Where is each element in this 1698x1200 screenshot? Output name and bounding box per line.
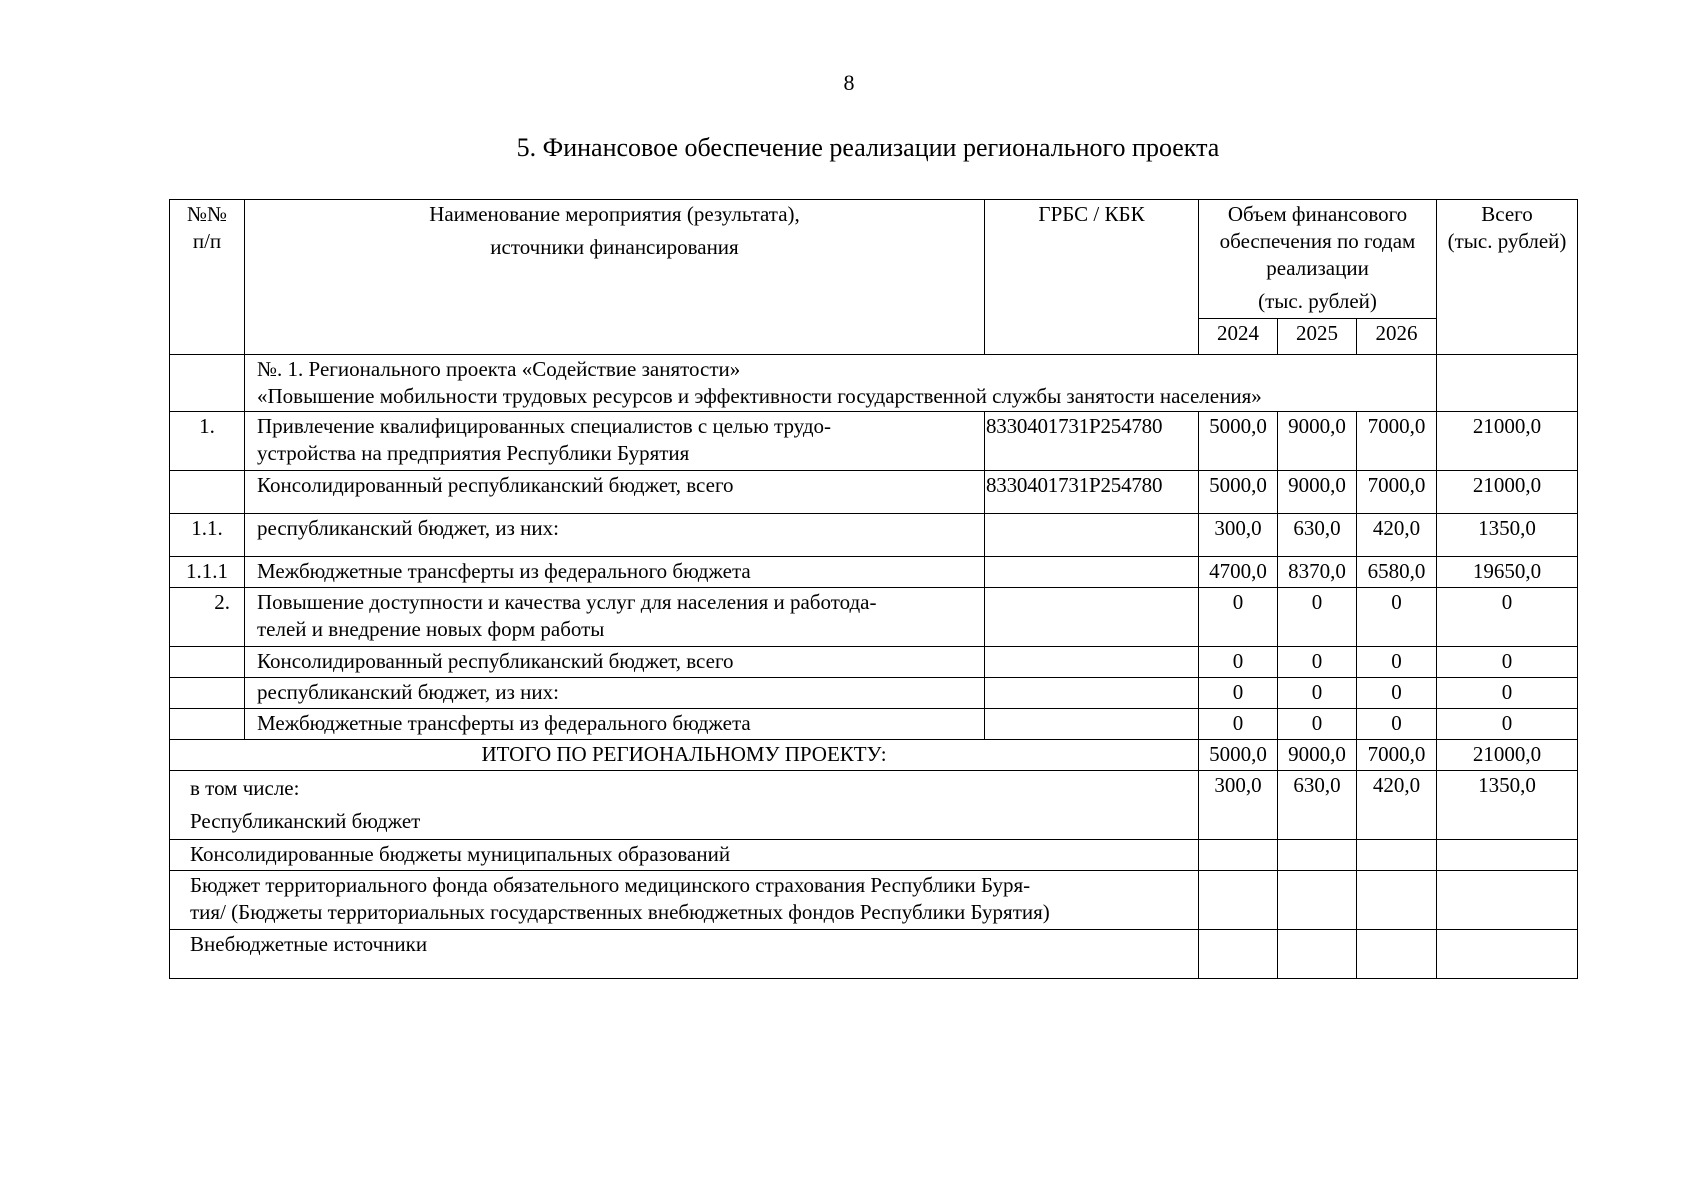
table-header-row [170,200,1578,319]
row-name: республиканский бюджет, из них: [245,678,985,709]
row-name-line1: Повышение доступности и качества услуг для населения и работода- [257,590,877,614]
row-kbk: 8330401731P254780 [985,471,1199,514]
table-row [170,471,1578,514]
including-total: 1350,0 [1437,771,1578,840]
row-name-line1: Привлечение квалифицированных специалистов с целью трудо- [257,414,832,438]
municipal-row [170,840,1578,871]
row-number: 1.1. [170,514,245,557]
row-value-2026: 7000,0 [1357,412,1437,471]
header-grbs-cell [985,200,1199,355]
header-total-unit: (тыс. рублей) [1447,229,1567,253]
row-total: 1350,0 [1437,514,1578,557]
row-number [170,471,245,514]
including-value-2024: 300,0 [1199,771,1278,840]
grand-total-2025: 9000,0 [1278,740,1357,771]
empty-cell [1437,355,1578,412]
grand-total-label: ИТОГО ПО РЕГИОНАЛЬНОМУ ПРОЕКТУ: [170,740,1199,771]
row-total: 0 [1437,647,1578,678]
header-volume-cell [1199,200,1437,319]
empty-cell [1357,840,1437,871]
row-name: Межбюджетные трансферты из федерального бюджета [245,709,985,740]
row-number [170,678,245,709]
row-value-2024: 300,0 [1199,514,1278,557]
empty-cell [1278,930,1357,979]
empty-cell [1437,871,1578,930]
table-row [170,647,1578,678]
row-total: 0 [1437,588,1578,647]
row-value-2024: 5000,0 [1199,471,1278,514]
header-grbs-label: ГРБС / КБК [1038,202,1145,226]
empty-cell [1357,871,1437,930]
row-total: 21000,0 [1437,412,1578,471]
section-title: 5. Финансовое обеспечение реализации регионального проекта [516,133,1220,162]
tfoms-row [170,871,1578,930]
row-number: 2. [170,588,245,647]
row-value-2025: 0 [1278,709,1357,740]
row-value-2026: 0 [1357,647,1437,678]
row-value-2024: 4700,0 [1199,557,1278,588]
row-value-2024: 0 [1199,588,1278,647]
including-label-line2: Республиканский бюджет [190,809,421,833]
row-number [170,647,245,678]
row-value-2025: 9000,0 [1278,471,1357,514]
header-total-cell [1437,200,1578,355]
row-total: 0 [1437,678,1578,709]
header-volume-label-2: обеспечения по годам [1219,229,1416,253]
header-volume-unit: (тыс. рублей) [1258,289,1377,313]
grand-total-2026: 7000,0 [1357,740,1437,771]
row-kbk [985,678,1199,709]
header-year-2024: 2024 [1199,319,1278,355]
row-number [170,709,245,740]
row-value-2024: 0 [1199,709,1278,740]
header-name-sublabel: источники финансирования [490,235,739,259]
including-row [170,771,1578,840]
table-row [170,709,1578,740]
row-total: 0 [1437,709,1578,740]
grand-total-2024: 5000,0 [1199,740,1278,771]
header-total-label: Всего [1481,202,1533,226]
row-value-2025: 8370,0 [1278,557,1357,588]
table-row [170,514,1578,557]
row-total: 19650,0 [1437,557,1578,588]
header-name-cell [245,200,985,355]
row-total: 21000,0 [1437,471,1578,514]
header-num-cell [170,200,245,355]
extrabudget-row [170,930,1578,979]
row-kbk [985,647,1199,678]
header-year-2026: 2026 [1357,319,1437,355]
header-year-2025: 2025 [1278,319,1357,355]
project-title-line2: «Повышение мобильности трудовых ресурсов и эффективности государственной службы занятости населения» [257,384,1262,408]
table-row [170,588,1578,647]
tfoms-label-line2: тия/ (Бюджеты территориальных государственных внебюджетных фондов Республики Бурятия) [190,900,1050,924]
empty-cell [1437,840,1578,871]
grand-total-total: 21000,0 [1437,740,1578,771]
project-title-row [170,355,1578,412]
empty-cell [1199,840,1278,871]
row-name-line2: устройства на предприятия Республики Бурятия [257,441,690,465]
row-name [245,412,985,471]
project-title-line1: №. 1. Регионального проекта «Содействие занятости» [257,357,741,381]
row-name-line2: телей и внедрение новых форм работы [257,617,605,641]
row-value-2026: 7000,0 [1357,471,1437,514]
grand-total-row [170,740,1578,771]
empty-cell [1199,871,1278,930]
including-value-2025: 630,0 [1278,771,1357,840]
including-label [170,771,1199,840]
row-kbk [985,709,1199,740]
row-name: Межбюджетные трансферты из федерального бюджета [245,557,985,588]
table-row [170,412,1578,471]
including-label-line1: в том числе: [190,776,300,800]
empty-cell [1357,930,1437,979]
row-value-2024: 5000,0 [1199,412,1278,471]
municipal-label: Консолидированные бюджеты муниципальных образований [170,840,1199,871]
project-title-cell [245,355,1437,412]
row-value-2025: 630,0 [1278,514,1357,557]
extrabudget-label: Внебюджетные источники [170,930,1199,979]
row-number: 1. [170,412,245,471]
row-kbk [985,514,1199,557]
empty-cell [1437,930,1578,979]
row-value-2026: 0 [1357,678,1437,709]
header-name-label: Наименование мероприятия (результата), [429,202,800,226]
row-value-2024: 0 [1199,647,1278,678]
header-num-sublabel: п/п [192,229,222,253]
row-name: Консолидированный республиканский бюджет, всего [245,471,985,514]
row-name: республиканский бюджет, из них: [245,514,985,557]
header-volume-label-3: реализации [1266,256,1369,280]
row-kbk [985,557,1199,588]
row-value-2024: 0 [1199,678,1278,709]
row-name [245,588,985,647]
row-value-2025: 0 [1278,647,1357,678]
row-value-2026: 0 [1357,709,1437,740]
row-value-2026: 420,0 [1357,514,1437,557]
row-number: 1.1.1 [170,557,245,588]
tfoms-label-line1: Бюджет территориального фонда обязательного медицинского страхования Республики Буря- [190,873,1031,897]
empty-cell [1278,871,1357,930]
row-value-2025: 9000,0 [1278,412,1357,471]
row-kbk: 8330401731P254780 [985,412,1199,471]
row-value-2026: 6580,0 [1357,557,1437,588]
table-row [170,678,1578,709]
empty-cell [170,355,245,412]
page-number: 8 [843,70,855,95]
header-num-label: №№ [186,202,228,226]
row-kbk [985,588,1199,647]
row-value-2025: 0 [1278,588,1357,647]
row-value-2026: 0 [1357,588,1437,647]
empty-cell [1199,930,1278,979]
header-volume-label: Объем финансового [1227,202,1408,226]
row-value-2025: 0 [1278,678,1357,709]
row-name: Консолидированный республиканский бюджет, всего [245,647,985,678]
table-row [170,557,1578,588]
including-value-2026: 420,0 [1357,771,1437,840]
empty-cell [1278,840,1357,871]
tfoms-label [170,871,1199,930]
financing-table [169,199,1578,979]
